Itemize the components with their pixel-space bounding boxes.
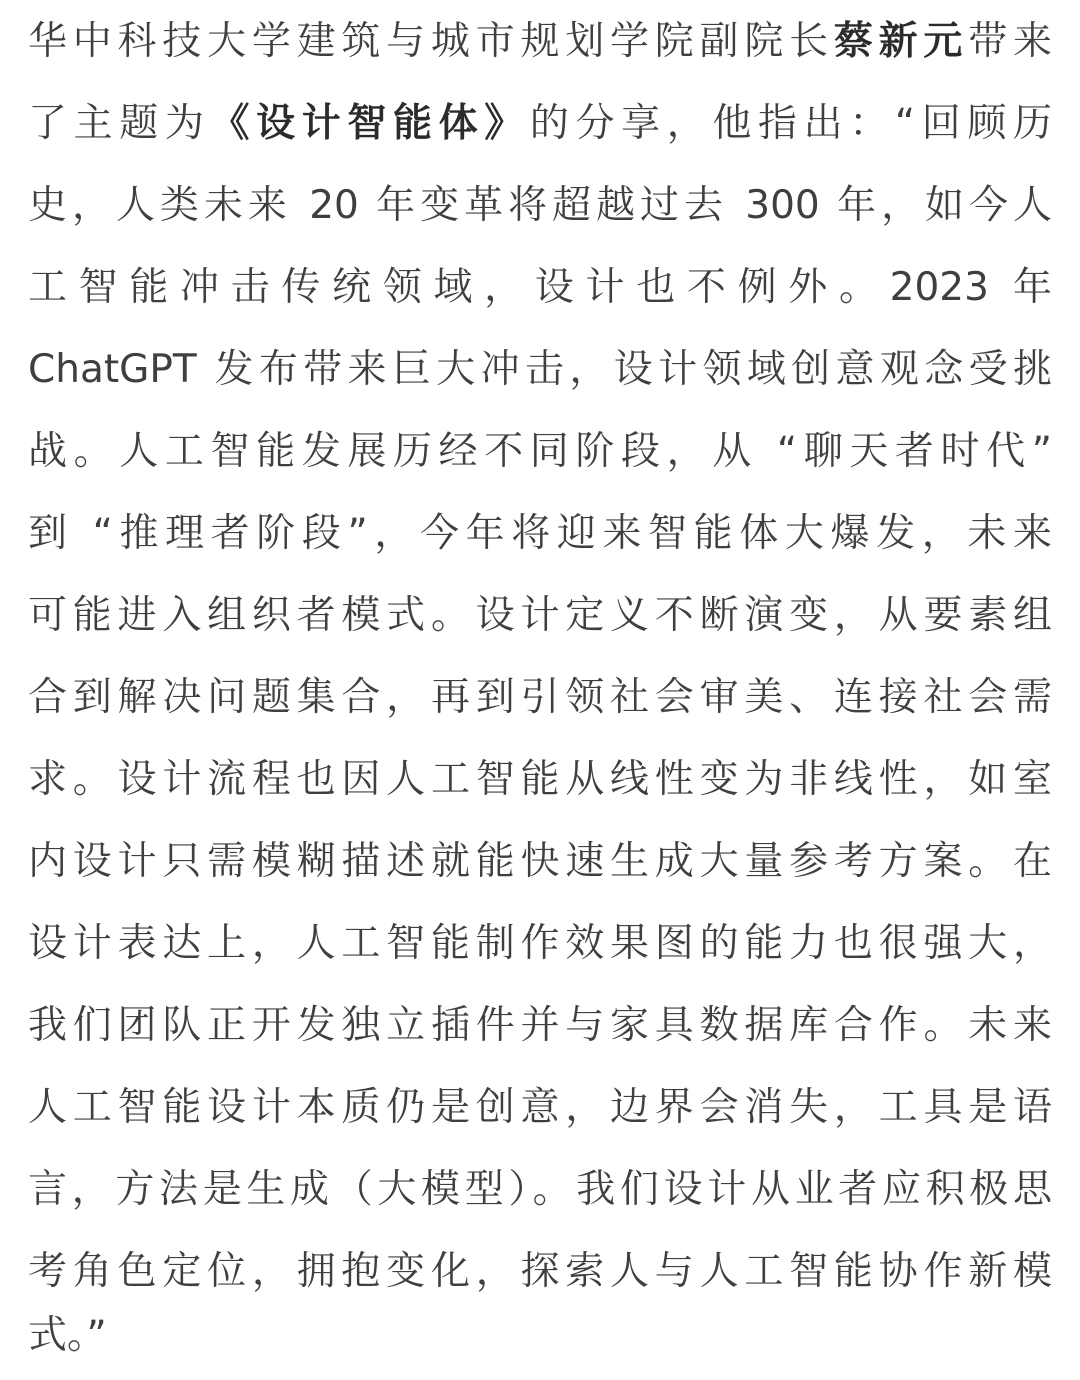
paragraph-line: 考角色定位，拥抱变化，探索人与人工智能协作新模: [28, 1249, 1052, 1294]
paragraph-line: 我们团队正开发独立插件并与家具数据库合作。未来: [28, 1003, 1052, 1048]
paragraph-line: 合到解决问题集合，再到引领社会审美、连接社会需: [28, 675, 1052, 720]
text-run: 华中科技大学建筑与城市规划学院副院长: [28, 19, 834, 64]
text-run: 的分享，他指出：“回顾历: [529, 101, 1052, 146]
paragraph-line: ChatGPT 发布带来巨大冲击，设计领域创意观念受挑: [28, 347, 1052, 392]
paragraph-line: [28, 1, 1052, 83]
paragraph-line: 设计表达上，人工智能制作效果图的能力也很强大，: [28, 921, 1052, 966]
speaker-name: 蔡新元: [833, 19, 969, 64]
paragraph-line: 史，人类未来 20 年变革将超越过去 300 年，如今人: [28, 183, 1052, 228]
paragraph-line: 战。人工智能发展历经不同阶段，从 “聊天者时代”: [28, 429, 1052, 474]
text-run: 了主题为: [28, 101, 211, 146]
talk-title: 《设计智能体》: [210, 101, 530, 146]
paragraph-line: 求。设计流程也因人工智能从线性变为非线性，如室: [28, 757, 1052, 802]
paragraph-line: 可能进入组织者模式。设计定义不断演变，从要素组: [28, 593, 1052, 638]
paragraph-line: 到 “推理者阶段”，今年将迎来智能体大爆发，未来: [28, 511, 1052, 556]
paragraph-line: 言，方法是生成（大模型）。我们设计从业者应积极思: [28, 1167, 1052, 1212]
paragraph-line: [28, 83, 1052, 165]
paragraph-line: 式。”: [28, 1313, 107, 1358]
paragraph-line: 内设计只需模糊描述就能快速生成大量参考方案。在: [28, 839, 1052, 884]
article-body: [28, 0, 1052, 1380]
paragraph-line: 工智能冲击传统领域，设计也不例外。2023 年: [28, 265, 1052, 310]
paragraph-line: 人工智能设计本质仍是创意，边界会消失，工具是语: [28, 1085, 1052, 1130]
text-run: 带来: [968, 19, 1052, 64]
